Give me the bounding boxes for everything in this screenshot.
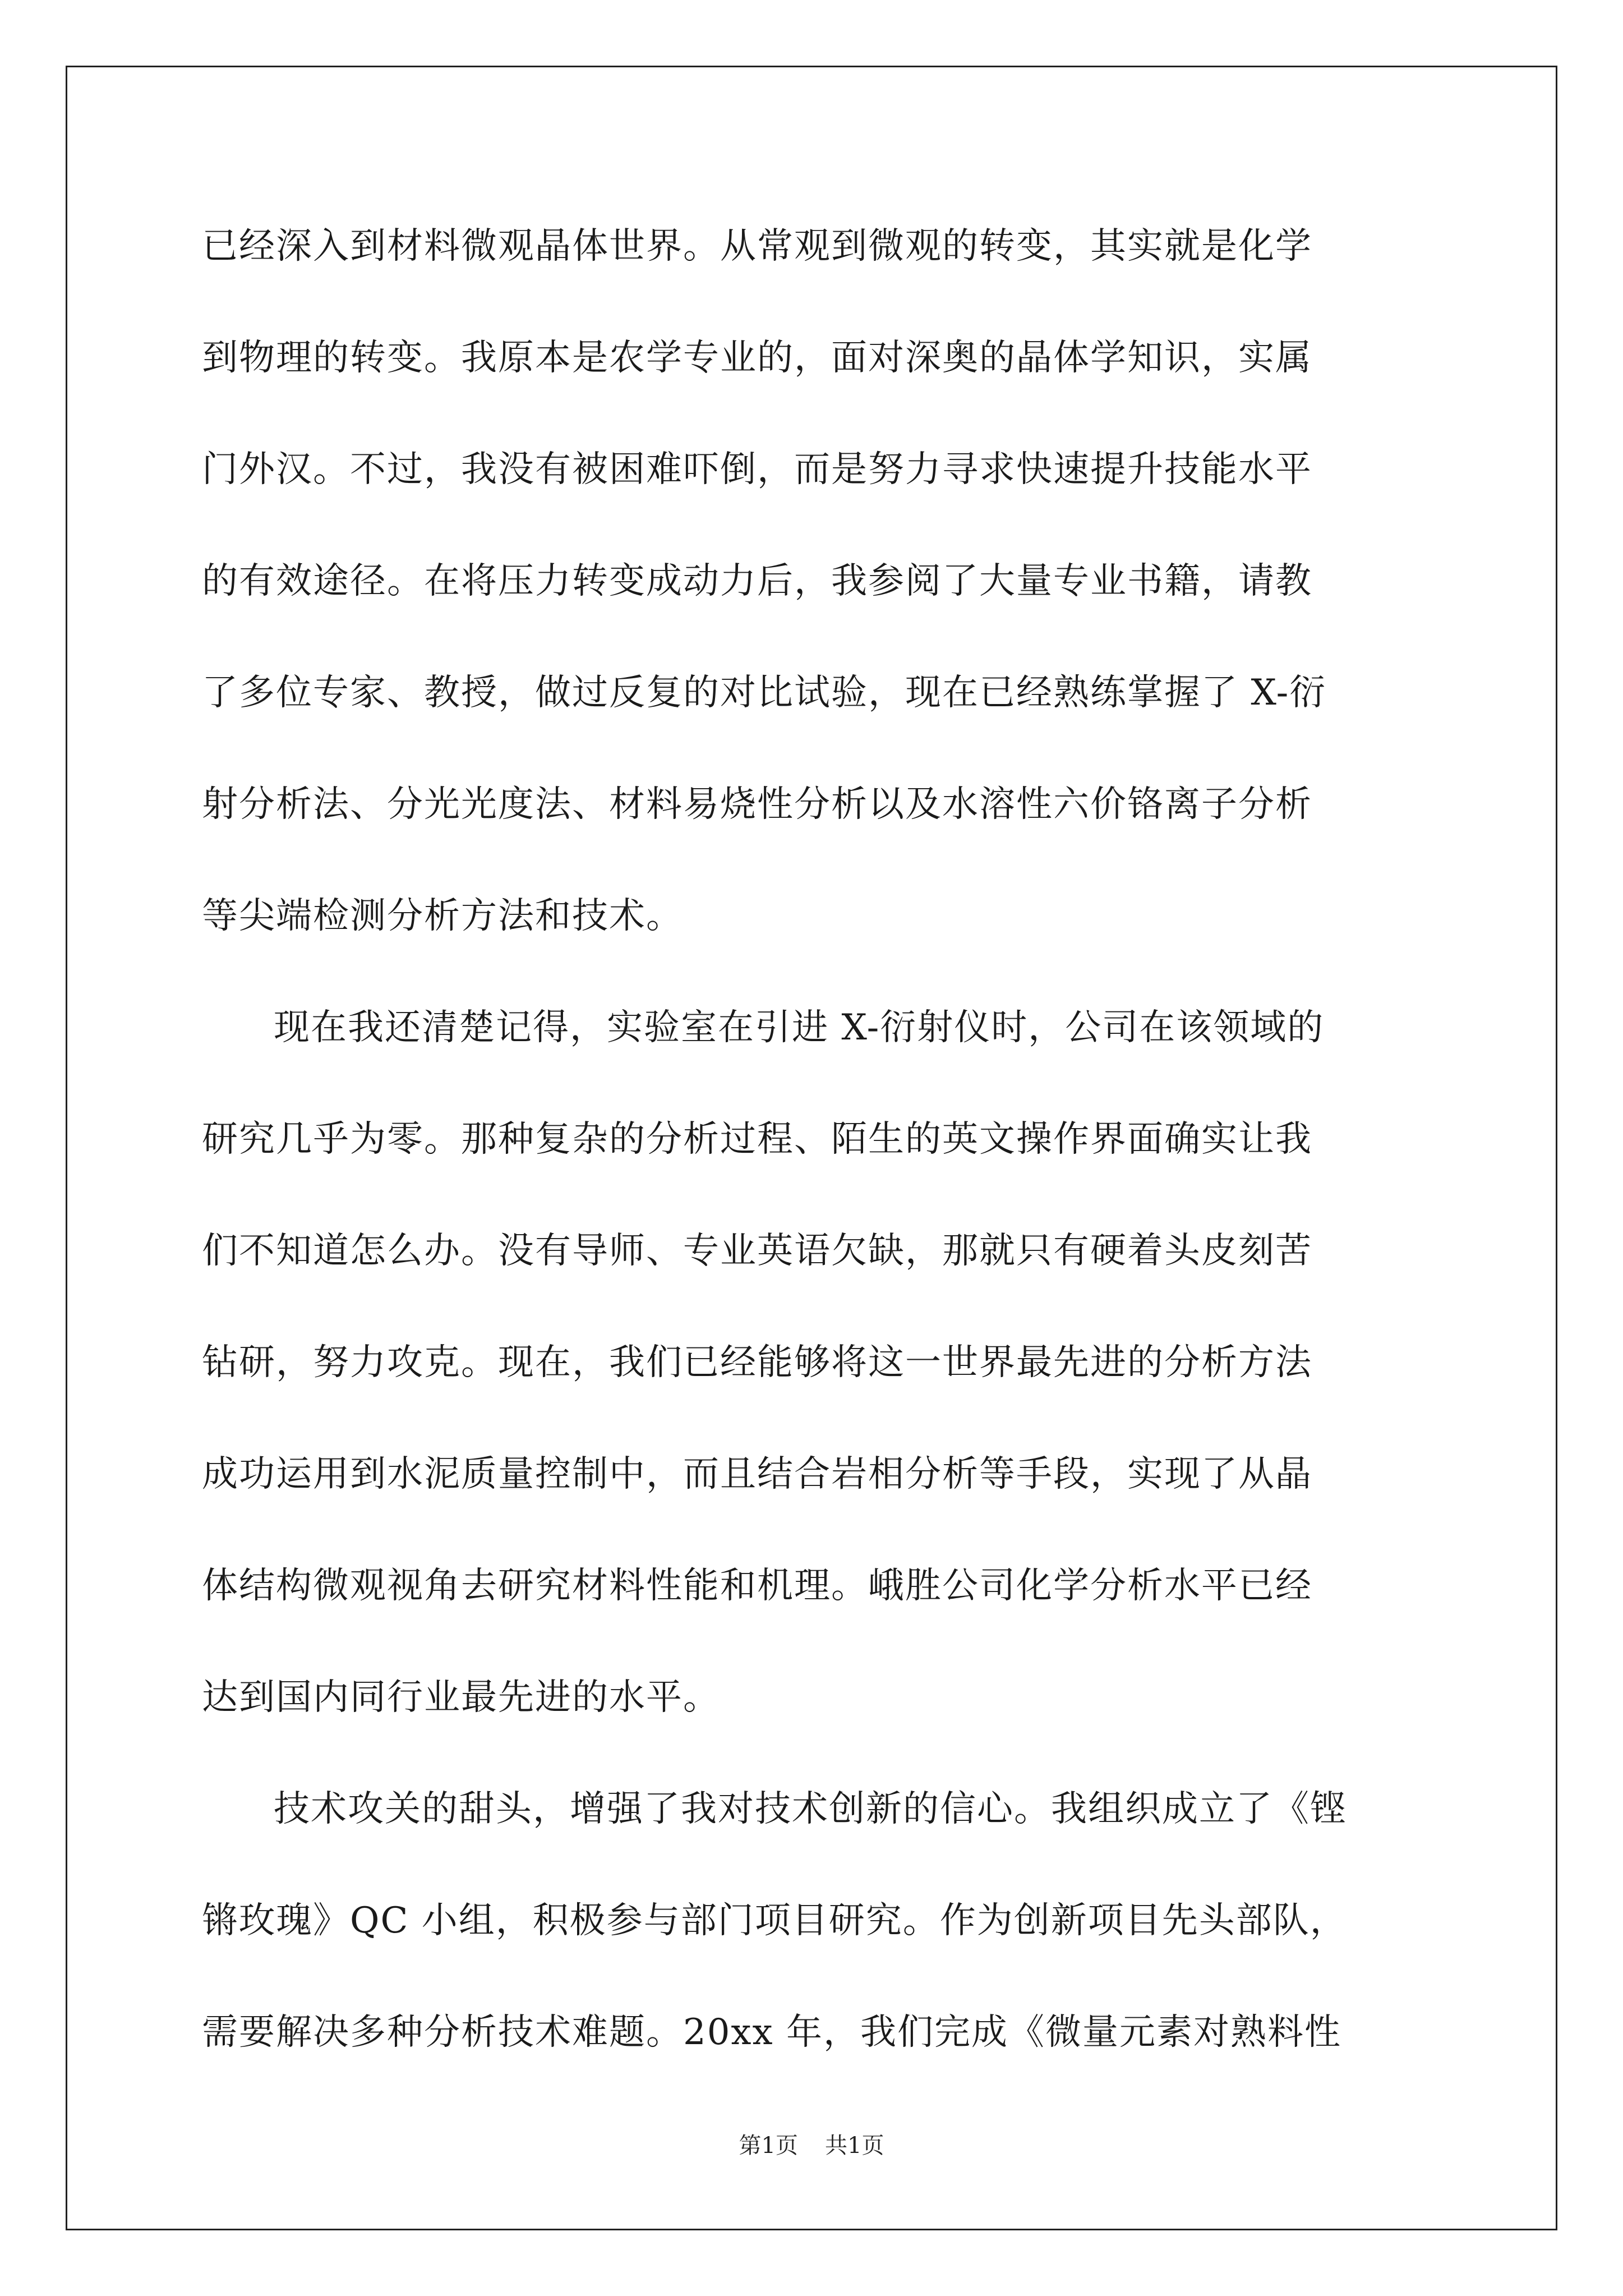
page-number: 第1页 (739, 2133, 798, 2159)
paragraph-line: 达到国内同行业最先进的水平。 (202, 1677, 720, 1718)
paragraph-line: 已经深入到材料微观晶体世界。从常观到微观的转变，其实就是化学 (202, 226, 1312, 267)
paragraph-line: 研究几乎为零。那种复杂的分析过程、陌生的英文操作界面确实让我 (202, 1119, 1312, 1160)
paragraph-line: 体结构微观视角去研究材料性能和机理。峨胜公司化学分析水平已经 (202, 1565, 1312, 1607)
paragraph-line: 们不知道怎么办。没有导师、专业英语欠缺，那就只有硬着头皮刻苦 (202, 1230, 1312, 1272)
paragraph-line: 成功运用到水泥质量控制中，而且结合岩相分析等手段，实现了从晶 (202, 1453, 1312, 1495)
page-total: 共1页 (825, 2133, 884, 2159)
paragraph-line: 现在我还清楚记得，实验室在引进 X-衍射仪时，公司在该领域的 (274, 1007, 1325, 1048)
paragraph-line: 到物理的转变。我原本是农学专业的，面对深奥的晶体学知识，实属 (202, 337, 1312, 379)
paragraph-line: 技术攻关的甜头，增强了我对技术创新的信心。我组织成立了《铿 (274, 1788, 1347, 1830)
paragraph-line: 了多位专家、教授，做过反复的对比试验，现在已经熟练掌握了 X-衍 (202, 672, 1327, 714)
paragraph-line: 钻研，努力攻克。现在，我们已经能够将这一世界最先进的分析方法 (202, 1342, 1312, 1383)
page-footer (0, 2129, 1623, 2162)
paragraph-line: 锵玫瑰》QC 小组，积极参与部门项目研究。作为创新项目先头部队， (202, 1900, 1347, 1941)
paragraph-line: 门外汉。不过，我没有被困难吓倒，而是努力寻求快速提升技能水平 (202, 449, 1312, 490)
paragraph-line: 的有效途径。在将压力转变成动力后，我参阅了大量专业书籍，请教 (202, 560, 1312, 602)
paragraph-line: 等尖端检测分析方法和技术。 (202, 895, 683, 937)
paragraph-line: 需要解决多种分析技术难题。20xx 年，我们完成《微量元素对熟料性 (202, 2012, 1341, 2053)
paragraph-line: 射分析法、分光光度法、材料易烧性分析以及水溶性六价铬离子分析 (202, 784, 1312, 825)
